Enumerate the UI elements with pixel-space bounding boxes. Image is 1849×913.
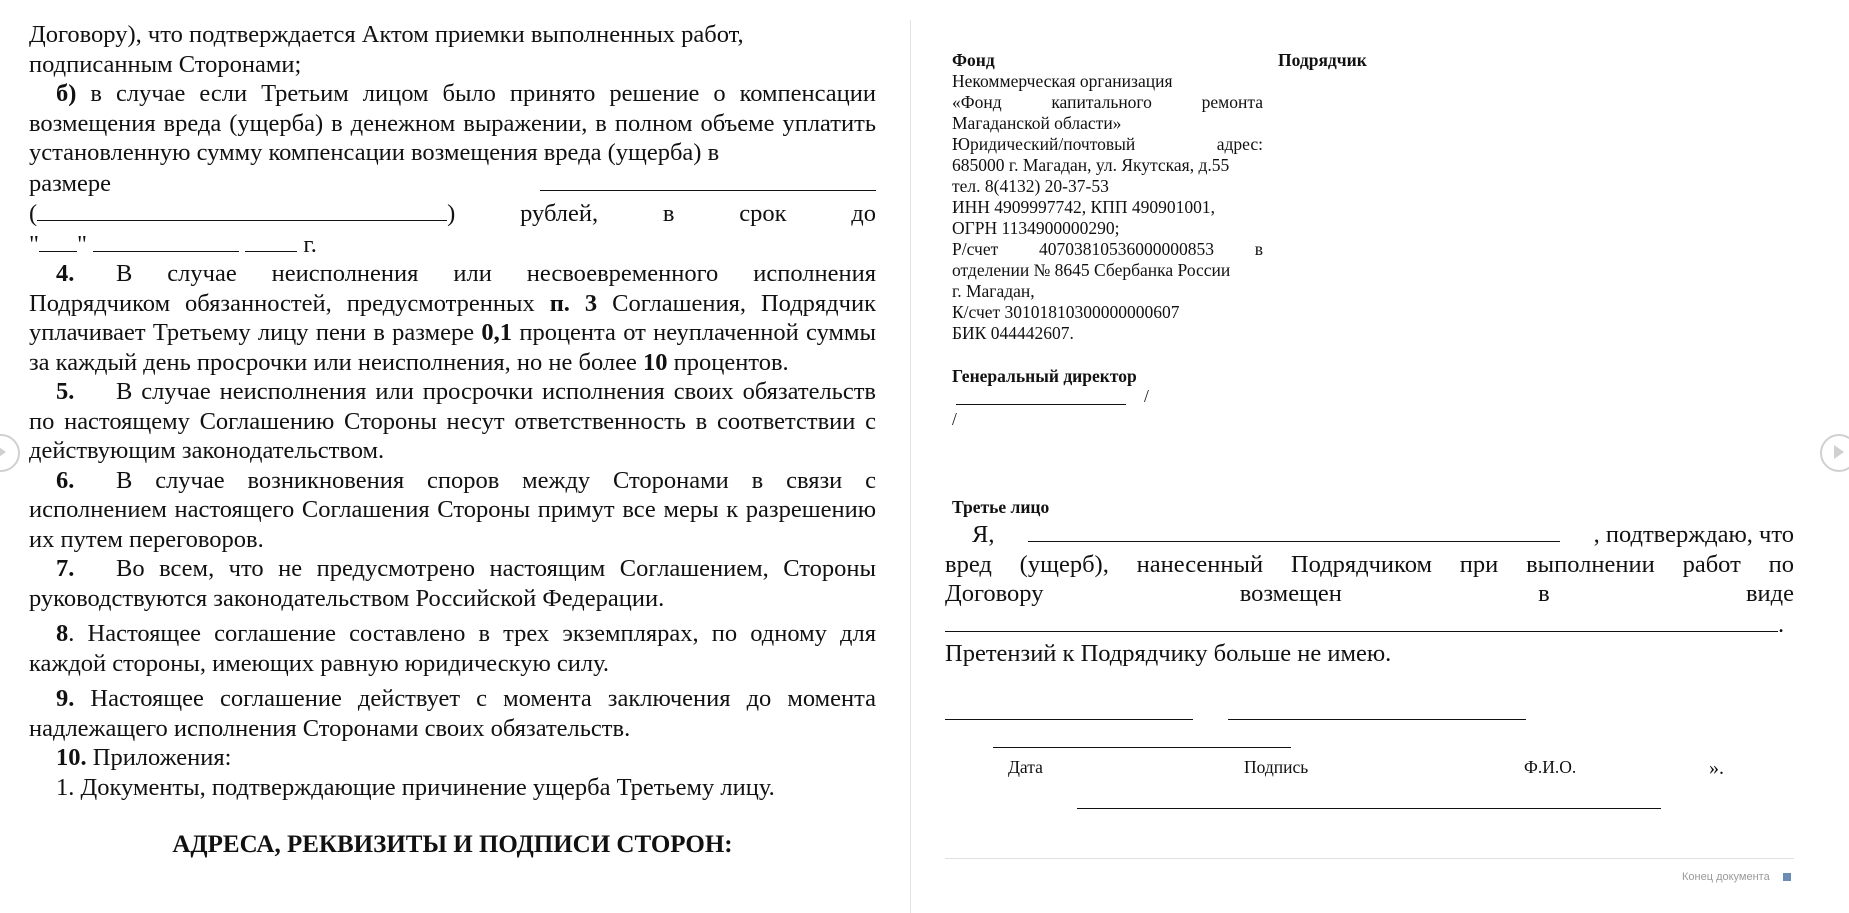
clause-8 xyxy=(29,619,876,678)
clause-9-text: Настоящее соглашение действует с момента заключения до момента надлежащего исполнения Сторонами своих обязательств. xyxy=(29,685,876,742)
amount-words xyxy=(29,198,455,229)
dot: . xyxy=(1778,610,1785,638)
subclause-b-label: б) xyxy=(56,80,77,107)
clause-4-max: 10 xyxy=(642,348,668,376)
fund-line: «Фонд капитального ремонта xyxy=(952,92,1263,112)
fund-line: тел. 8(4132) 20-37-53 xyxy=(952,176,1109,196)
clause-5 xyxy=(29,377,876,466)
next-arrow-icon xyxy=(1834,445,1844,459)
clause-8-number: 8 xyxy=(56,620,69,647)
bottom-blank xyxy=(1077,807,1661,809)
clause-10-number: 10. xyxy=(56,744,87,771)
director-slash: / xyxy=(1144,386,1149,406)
subclause-b xyxy=(29,79,876,168)
third-party-statement xyxy=(945,519,1794,669)
subclause-b-text: в случае если Третьим лицом было принято решение о компенсации возмещения вреда (ущерба) в денежном выражении, в полном объеме уплатить установленную сумму компенсации возмещения вреда (ущерба) в xyxy=(29,80,876,166)
clause-4-text-d: процентов. xyxy=(667,348,789,376)
no-claims-text: Претензий к Подрядчику больше не имею. xyxy=(945,640,1392,667)
director-signature-line xyxy=(956,386,1126,405)
fund-line: Некоммерческая организация xyxy=(952,71,1173,91)
signature-label: Подпись xyxy=(1244,757,1309,777)
third-party-title: Третье лицо xyxy=(952,497,1050,517)
date-blank xyxy=(945,718,1193,720)
subclause-b-amount-line xyxy=(29,168,876,199)
dogovor-word: Договору xyxy=(945,580,1044,607)
month-blank xyxy=(93,229,239,252)
clause-6-number: 6. xyxy=(56,466,75,494)
vide-word: виде xyxy=(1745,580,1794,607)
year-blank xyxy=(245,229,297,252)
page-divider xyxy=(910,20,911,913)
form-blank xyxy=(945,609,1778,632)
contractor-title: Подрядчик xyxy=(1278,50,1367,70)
v-word: в xyxy=(1538,580,1550,607)
quote-open: " xyxy=(29,230,40,258)
attachment-1: 1. Документы, подтверждающие причинение ущерба Третьему лицу. xyxy=(56,773,775,801)
clause-4-ref: п. 3 xyxy=(549,289,598,317)
director-title: Генеральный директор xyxy=(952,366,1137,386)
fund-line: Р/счет 40703810536000000853 в xyxy=(952,239,1263,259)
p1-text-a: Договору), что подтверждается Актом приемки выполненных работ, xyxy=(29,21,744,48)
year-suffix: г. xyxy=(303,230,317,258)
do-word: до xyxy=(851,200,876,227)
end-of-document-label: Конец документа xyxy=(1682,871,1770,883)
statement-line-2: вред (ущерб), нанесенный Подрядчиком при выполнении работ по xyxy=(945,550,1794,578)
clause-4 xyxy=(29,259,876,377)
clause-7-text: Во всем, что не предусмотрено настоящим Соглашением, Стороны руководствуются законодательством Российской Федерации. xyxy=(29,555,876,612)
left-text-column xyxy=(29,20,876,860)
fund-title: Фонд xyxy=(952,50,995,70)
fund-line: ОГРН 1134900000290; xyxy=(952,218,1120,238)
ya-word: Я, xyxy=(972,521,995,548)
fund-line: Юридический/почтовый адрес: xyxy=(952,134,1263,154)
statement-line-4 xyxy=(945,609,1794,640)
statement-line-3 xyxy=(945,579,1794,609)
fio-label: Ф.И.О. xyxy=(1524,757,1577,777)
clause-4-text-b: Соглашения, Подрядчик уплачивает Третьему лицу пени в размере xyxy=(29,289,876,346)
end-marker-icon xyxy=(1783,873,1791,881)
razmere-label: размере xyxy=(29,169,111,197)
fund-line: К/счет 30101810300000000607 xyxy=(952,302,1180,322)
quote-close: " xyxy=(77,230,88,258)
amount-words-blank xyxy=(37,198,447,221)
fund-line: Магаданской области» xyxy=(952,113,1122,133)
fund-line: г. Магадан, xyxy=(952,281,1035,301)
end-separator xyxy=(945,858,1794,859)
p1-line xyxy=(29,20,876,50)
clause-7 xyxy=(29,554,876,613)
clause-4-number: 4. xyxy=(56,260,75,287)
close-paren: ) xyxy=(447,200,456,227)
clause-6-text: В случае возникновения споров между Сторонами в связи с исполнением настоящего Соглашения Стороны примут все меры к разрешению их путем переговоров. xyxy=(29,466,876,553)
fund-details xyxy=(952,50,1263,344)
clause-10 xyxy=(29,743,876,773)
amount-blank xyxy=(540,168,876,191)
clause-8-text: . Настоящее соглашение составлено в трех экземплярах, по одному для каждой стороны, имеющих равную юридическую силу. xyxy=(29,620,876,677)
fio-blank xyxy=(993,746,1291,748)
fund-line: ИНН 4909997742, КПП 490901001, xyxy=(952,197,1215,217)
rub-word: рублей, xyxy=(520,200,599,227)
open-paren: ( xyxy=(29,200,38,227)
fund-line: отделении № 8645 Сбербанка России xyxy=(952,260,1231,280)
clause-4-text-a: В случае неисполнения или несвоевременного исполнения Подрядчиком обязанностей, предусмотренных xyxy=(29,260,876,317)
clause-4-rate: 0,1 xyxy=(481,319,513,346)
subclause-b-words-line xyxy=(29,198,876,229)
prev-arrow-icon xyxy=(0,445,6,459)
director-slash-2: / xyxy=(952,409,957,429)
v-word: в xyxy=(662,200,675,227)
section-heading: АДРЕСА, РЕКВИЗИТЫ И ПОДПИСИ СТОРОН: xyxy=(172,831,733,858)
day-blank xyxy=(39,229,77,252)
clause-9 xyxy=(29,684,876,743)
clause-4-text-c: процента от неуплаченной суммы за каждый день просрочки или неисполнения, но не более xyxy=(29,319,876,376)
closing-quote: ». xyxy=(1709,757,1724,779)
fund-line: БИК 044442607. xyxy=(952,323,1074,343)
fund-line: 685000 г. Магадан, ул. Якутская, д.55 xyxy=(952,155,1230,175)
right-page xyxy=(912,0,1849,913)
statement-line-1 xyxy=(945,519,1794,550)
confirm-text: , подтверждаю, что xyxy=(1593,521,1794,548)
clause-6 xyxy=(29,466,876,555)
signature-blank xyxy=(1228,718,1526,720)
left-page xyxy=(0,0,907,913)
clause-5-number: 5. xyxy=(56,378,75,405)
srok-word: срок xyxy=(739,200,787,227)
p1-text-b: подписанным Сторонами; xyxy=(29,50,302,78)
date-label: Дата xyxy=(1008,757,1043,777)
clause-9-number: 9. xyxy=(56,685,75,712)
name-blank xyxy=(1028,519,1560,542)
clause-10-text: Приложения: xyxy=(86,744,232,771)
clause-7-number: 7. xyxy=(56,555,75,582)
vozmeshen-word: возмещен xyxy=(1239,580,1342,607)
deadline-date-line xyxy=(29,229,876,260)
clause-5-text: В случае неисполнения или просрочки исполнения своих обязательств по настоящему Соглашению Стороны несут ответственность в соответствии с действующим законодательством. xyxy=(29,378,876,464)
